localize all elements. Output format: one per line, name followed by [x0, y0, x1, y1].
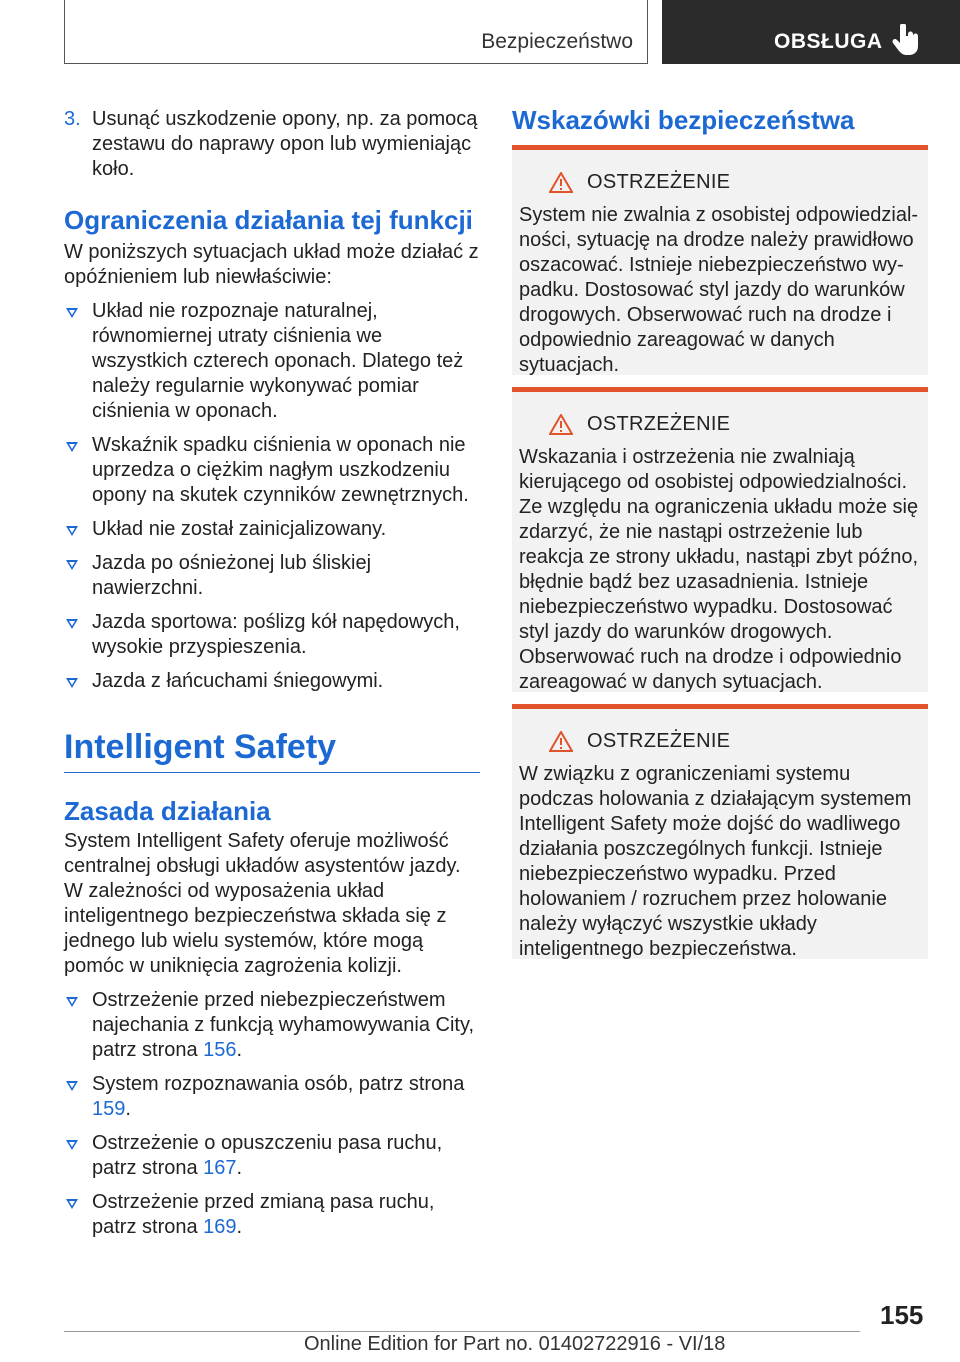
list-item: Ostrzeżenie przed niebezpieczeństwem najechania z funkcją wyhamowywania City, patrz strona 156. [64, 988, 480, 1063]
warning-triangle-icon [549, 414, 573, 435]
section-tab [64, 0, 648, 64]
warning-title: OSTRZEŻENIE [549, 729, 922, 754]
step-3 [64, 107, 480, 182]
page-link-159[interactable]: 159 [92, 1098, 126, 1120]
list-item: Jazda z łańcuchami śniegowymi. [64, 669, 480, 694]
triangle-bullet-icon [66, 560, 78, 570]
list-item: Ostrzeżenie przed zmianą pasa ruchu, patrz strona 169. [64, 1190, 480, 1240]
warning-text: Wskazania i ostrzeżenia nie zwalniają kierującego od osobistej odpowiedzialności. Ze względu na ograniczenia układu może się zdarzyć, że nie nastąpi ostrzeżenie lub reakcja ze strony układu, nastąpi zbyt późno, błędnie bądź bez uzasadnienia. Istnieje niebezpieczeństwo wypadku. Dostosować styl jazdy do warunków drogowych. Obserwować ruch na drodze i odpowiednio zareagować w danych sytuacjach. [519, 446, 919, 693]
step-text: Usunąć uszkodzenie opony, np. za pomocą zestawu do naprawy opon lub wymieniając koło. [92, 108, 478, 180]
principle-heading: Zasada działania [64, 796, 271, 826]
triangle-bullet-icon [66, 442, 78, 452]
edition-note: Online Edition for Part no. 01402722916 - VI/18 [304, 1333, 726, 1355]
triangle-bullet-icon [66, 678, 78, 688]
warning-text: W związku z ograniczeniami systemu podczas holowania z działającym systemem Intelligent Safety może dojść do wadliwego działania poszczególnych funkcji. Istnieje niebezpieczeństwo wypadku. Przed holowaniem / rozruchem przez holowanie należy wyłączyć wszystkie układy inteligentnego bezpieczeństwa. [519, 763, 912, 960]
limits-heading: Ograniczenia działania tej funkcji [64, 205, 473, 235]
left-column [64, 107, 480, 1240]
warning-box-3 [512, 704, 928, 959]
page-link-156[interactable]: 156 [203, 1039, 237, 1061]
page-link-169[interactable]: 169 [203, 1216, 237, 1238]
list-item: Jazda sportowa: poślizg kół napędowych, wysokie przyspieszenia. [64, 610, 480, 660]
section-label: Bezpieczeństwo [481, 30, 633, 53]
list-item: Układ nie został zainicjalizowany. [64, 517, 480, 542]
hand-pointer-icon [892, 24, 922, 56]
page-number: 155 [880, 1300, 924, 1330]
chapter-label: OBSŁUGA [774, 30, 883, 53]
list-item: Układ nie rozpoznaje naturalnej, równomiernej utraty ciśnienia we wszystkich czterech oponach. Dlatego też należy regularnie wykonywać pomiar ciśnienia w oponach. [64, 299, 480, 424]
triangle-bullet-icon [66, 997, 78, 1007]
principle-text: System Intelligent Safety oferuje możliwość centralnej obsługi układów asystentów jazdy. W zależności od wyposażenia układ inteligentnego bezpieczeństwa składa się z jednego lub wielu systemów, które mogą pomóc w uniknięcia zagrożenia kolizji. [64, 830, 461, 977]
triangle-bullet-icon [66, 526, 78, 536]
page-link-167[interactable]: 167 [203, 1157, 237, 1179]
warning-triangle-icon [549, 731, 573, 752]
list-item: Jazda po ośnieżonej lub śliskiej nawierzchni. [64, 551, 480, 601]
limits-intro: W poniższych sytuacjach układ może działać z opóźnieniem lub niewłaściwie: [64, 241, 479, 288]
warning-box-1 [512, 145, 928, 375]
triangle-bullet-icon [66, 1199, 78, 1209]
step-number: 3. [64, 108, 81, 130]
safety-heading: Wskazówki bezpieczeństwa [512, 105, 855, 135]
warning-text: System nie zwalnia z osobistej odpowiedzialności, sytuację na drodze należy prawidłowo oszacować. Istnieje niebezpieczeństwo wypadku. Dostosować styl jazdy do warunków drogowych. Obserwować ruch na drodze i odpowiednio zareagować w danych sytuacjach. [519, 204, 919, 376]
triangle-bullet-icon [66, 308, 78, 318]
triangle-bullet-icon [66, 619, 78, 629]
list-item: Wskaźnik spadku ciśnienia w oponach nie uprzedza o ciężkim nagłym uszkodzeniu opony na skutek czynników zewnętrznych. [64, 433, 480, 508]
triangle-bullet-icon [66, 1081, 78, 1091]
warning-title: OSTRZEŻENIE [549, 412, 922, 437]
warning-triangle-icon [549, 172, 573, 193]
footer-rule [64, 1331, 860, 1332]
warning-box-2 [512, 387, 928, 692]
main-heading: Intelligent Safety [64, 728, 337, 766]
triangle-bullet-icon [66, 1140, 78, 1150]
heading-rule [64, 772, 480, 773]
list-item: Ostrzeżenie o opuszczeniu pasa ruchu, patrz strona 167. [64, 1131, 480, 1181]
list-item: System rozpoznawania osób, patrz strona 159. [64, 1072, 480, 1122]
warning-title: OSTRZEŻENIE [549, 170, 922, 195]
